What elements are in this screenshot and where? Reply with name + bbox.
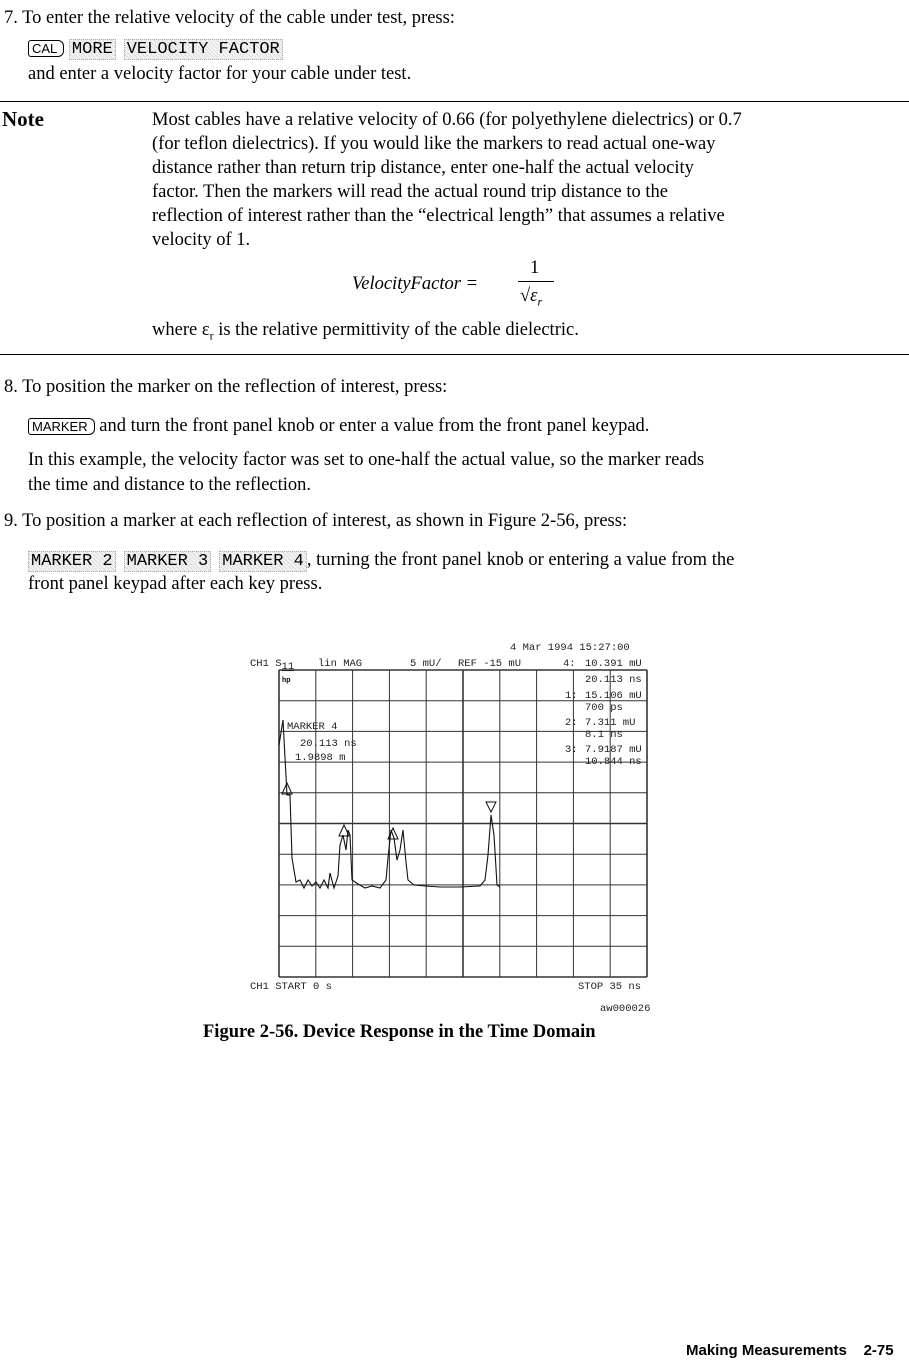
step-9-keys: MARKER 2 MARKER 3 MARKER 4 , turning the front panel knob or entering a value from the <box>28 549 734 573</box>
marker-time: 8.1 ns <box>585 729 623 741</box>
step-8-keys: MARKER and turn the front panel knob or enter a value from the front panel keypad. <box>28 415 649 438</box>
formula-lhs: VelocityFactor = <box>352 274 479 294</box>
hp-logo: hp <box>282 677 291 684</box>
format-label: lin MAG <box>318 658 363 670</box>
softkey-marker-4: MARKER 4 <box>219 551 307 572</box>
step-9-after: front panel keypad after each key press. <box>28 574 323 594</box>
divider <box>0 101 909 102</box>
manual-page: 7. To enter the relative velocity of the cable under test, press: CAL MORE VELOCITY FACTOR and enter a velocity factor for your cable under test. Note Most cables have a relative velocity of 0.66 (for polyethylene dielectrics) or 0.7 (for teflon dielectrics). If you would like the markers to read actual one-way distance rather than return trip distance, enter one-half the actual velocity factor. Then the markers will read the actual round trip distance to the reflection of interest rather than the “electrical length” that assumes a relative velocity of 1. VelocityFactor = 1 $√\varepsilon_r$ where $\varepsilon_r$ is the relative permittivity of the cable dielectric. 8. To position the marker on the reflection of interest, press: MARKER and turn the front panel knob or enter a value from the front panel keypad. In this example, the velocity factor was set to one-half the actual value, so the marker reads the time and distance to the reflection. 9. To position a marker at each reflection of interest, as shown in Figure 2-56, press: MARKER 2 MARKER 3 MARKER 4 , turning the front panel knob or entering a value from the front panel keypad after each key press. 4 Mar 1994 15:27:00 CH1 S11 lin MAG 5 mU/ REF -15 mU 4: 10.391 mU 20.113 ns hp 1: 15.106 mU 700 ps 2: 7.311 mU 8.1 ns 3: 7.9187 mU 10.844 ns MARKER 4 20.113 ns 1.9898 m CH1 START 0 s STOP 35 ns aw000026 Figure 2-56. Device Response in the Time Domain Making Measurements 2-75 <box>0 0 909 1361</box>
softkey-marker-3: MARKER 3 <box>124 551 212 572</box>
note-where: where $\varepsilon_r$ is the relative permittivity of the cable dielectric. <box>152 320 579 343</box>
fraction-bar <box>518 281 554 282</box>
step-7-after: and enter a velocity factor for your cable under test. <box>28 64 412 84</box>
note-line: Most cables have a relative velocity of 0.66 (for polyethylene dielectrics) or 0.7 <box>152 110 742 130</box>
marker-value: 7.311 mU <box>585 717 636 729</box>
note-line: factor. Then the markers will read the actual round trip distance to the <box>152 182 668 202</box>
step-8-para: the time and distance to the reflection. <box>28 475 312 495</box>
note-heading: Note <box>2 107 44 131</box>
formula-denominator: √ε <box>520 286 538 306</box>
note-line: distance rather than return trip distance, enter one-half the actual velocity <box>152 158 694 178</box>
marker-label: 2: <box>565 717 578 729</box>
step-8-para: In this example, the velocity factor was set to one-half the actual value, so the marker reads <box>28 450 705 470</box>
marker-time: 10.844 ns <box>585 756 642 768</box>
divider <box>0 354 909 355</box>
active-marker-label: 4: <box>563 658 576 670</box>
ref-label: REF -15 mU <box>458 658 522 670</box>
stop-label: STOP 35 ns <box>578 981 642 993</box>
figure-caption: Figure 2-56. Device Response in the Time Domain <box>203 1022 596 1042</box>
channel-label: CH1 S11 <box>250 658 295 673</box>
step-9: 9. To position a marker at each reflection of interest, as shown in Figure 2-56, press: <box>4 511 628 531</box>
formula-numerator: 1 <box>530 258 540 278</box>
scale-label: 5 mU/ <box>410 658 442 670</box>
marker-box-time: 20.113 ns <box>300 738 357 750</box>
marker-box-distance: 1.9898 m <box>295 752 346 764</box>
softkey-marker-2: MARKER 2 <box>28 551 116 572</box>
marker-label: 3: <box>565 744 578 756</box>
time-domain-plot <box>0 630 909 1020</box>
step-7: 7. To enter the relative velocity of the cable under test, press: <box>4 8 455 28</box>
marker-value: 7.9187 mU <box>585 744 642 756</box>
marker-label: 1: <box>565 690 578 702</box>
step-7-keys <box>28 37 291 61</box>
datetime: 4 Mar 1994 15:27:00 <box>510 642 630 654</box>
art-id: aw000026 <box>600 1003 651 1015</box>
active-marker-value: 10.391 mU <box>585 658 642 670</box>
marker-time: 700 ps <box>585 702 623 714</box>
marker-box-title: MARKER 4 <box>287 721 338 733</box>
marker-value: 15.106 mU <box>585 690 642 702</box>
cal-key: CAL <box>28 40 64 57</box>
note-line: reflection of interest rather than the “electrical length” that assumes a relative <box>152 206 725 226</box>
note-line: (for teflon dielectrics). If you would like the markers to read actual one-way <box>152 134 716 154</box>
marker-triangle-icon <box>486 802 496 812</box>
active-marker-time: 20.113 ns <box>585 674 642 686</box>
softkey-more: MORE <box>69 39 116 60</box>
marker-key: MARKER <box>28 418 95 435</box>
page-footer: Making Measurements 2-75 <box>686 1342 894 1359</box>
start-label: CH1 START 0 s <box>250 981 332 993</box>
note-line: velocity of 1. <box>152 230 251 250</box>
step-8: 8. To position the marker on the reflection of interest, press: <box>4 377 448 397</box>
softkey-velocity-factor: VELOCITY FACTOR <box>124 39 283 60</box>
